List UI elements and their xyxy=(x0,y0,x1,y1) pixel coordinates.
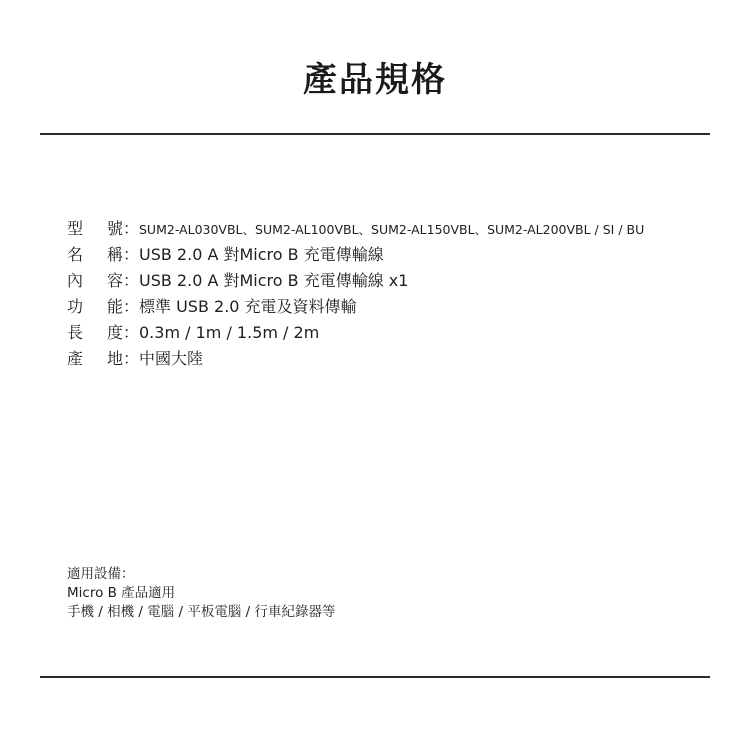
spec-label-char: 長 xyxy=(67,323,84,342)
page-title: 產品規格 xyxy=(303,60,447,100)
spec-value-length: 0.3m / 1m / 1.5m / 2m xyxy=(139,323,320,342)
spec-separator: ： xyxy=(123,323,140,342)
spec-label-char: 功 xyxy=(67,297,84,316)
spec-value-contents: USB 2.0 A 對Micro B 充電傳輸線 x1 xyxy=(139,271,409,290)
spec-label xyxy=(67,268,123,294)
spec-separator: ： xyxy=(123,245,140,264)
applicable-line: 手機 / 相機 / 電腦 / 平板電腦 / 行車紀錄器等 xyxy=(67,604,336,620)
top-divider xyxy=(40,133,710,135)
spec-list xyxy=(67,216,707,372)
spec-row-name xyxy=(67,242,707,268)
spec-label xyxy=(67,242,123,268)
spec-label-char: 號 xyxy=(106,219,123,238)
spec-label-char: 型 xyxy=(67,219,84,238)
spec-separator: ： xyxy=(123,219,140,238)
spec-label xyxy=(67,320,123,346)
bottom-divider xyxy=(40,676,710,678)
applicable-heading: 適用設備： xyxy=(67,566,135,582)
spec-label xyxy=(67,216,123,242)
spec-separator: ： xyxy=(123,297,140,316)
spec-row-origin xyxy=(67,346,707,372)
spec-label-char: 能 xyxy=(106,297,123,316)
spec-label xyxy=(67,346,123,372)
spec-label-char: 地 xyxy=(106,349,123,368)
applicable-line: Micro B 產品適用 xyxy=(67,585,176,601)
spec-value-function: 標準 USB 2.0 充電及資料傳輸 xyxy=(139,297,357,316)
spec-label-char: 容 xyxy=(106,271,123,290)
spec-row-contents xyxy=(67,268,707,294)
spec-value-origin: 中國大陸 xyxy=(139,349,204,368)
spec-separator: ： xyxy=(123,349,140,368)
spec-label-char: 度 xyxy=(106,323,123,342)
spec-label-char: 稱 xyxy=(106,245,123,264)
spec-value-model: SUM2-AL030VBL、SUM2-AL100VBL、SUM2-AL150VBL、SUM2-AL200VBL / SI / BU xyxy=(139,222,645,237)
spec-label-char: 產 xyxy=(67,349,84,368)
spec-label xyxy=(67,294,123,320)
spec-row-function xyxy=(67,294,707,320)
spec-separator: ： xyxy=(123,271,140,290)
spec-value-name: USB 2.0 A 對Micro B 充電傳輸線 xyxy=(139,245,384,264)
spec-label-char: 名 xyxy=(67,245,84,264)
spec-row-length xyxy=(67,320,707,346)
spec-label-char: 內 xyxy=(67,271,84,290)
applicable-devices xyxy=(67,565,336,622)
spec-row-model xyxy=(67,216,707,242)
